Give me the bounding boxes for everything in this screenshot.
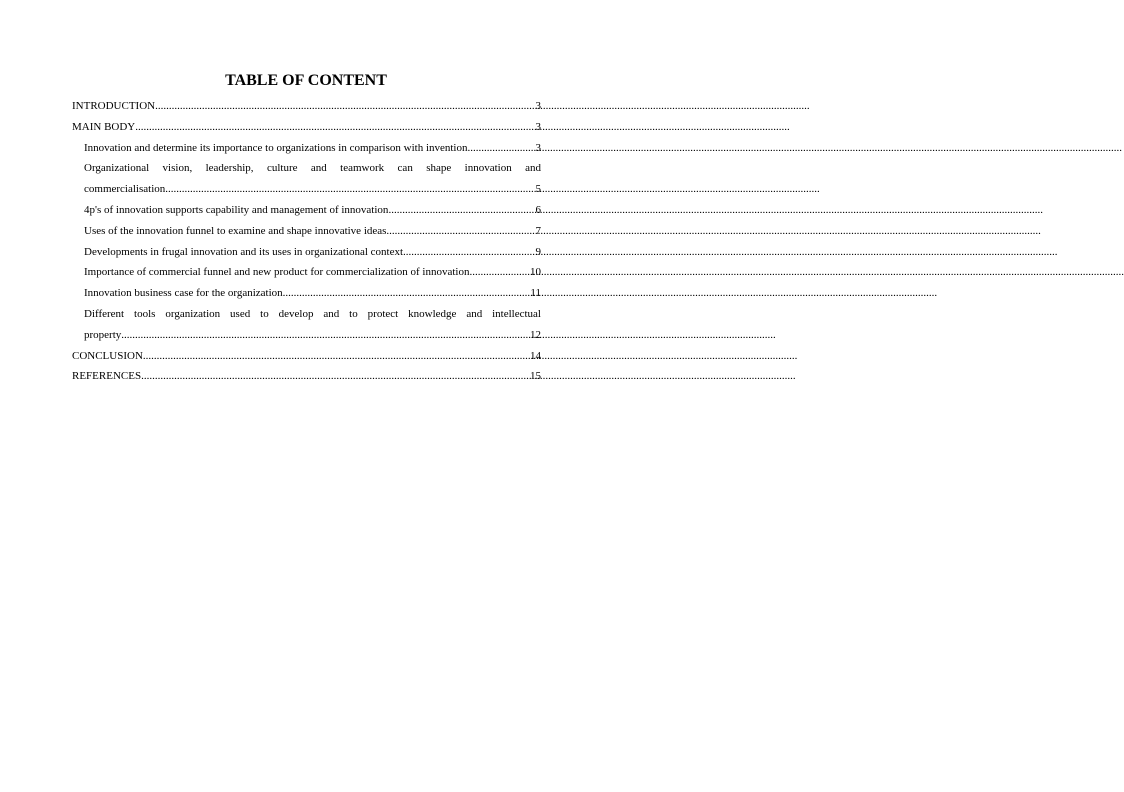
toc-page-number: 7 [535, 224, 541, 237]
toc-leader-dots [165, 179, 535, 200]
toc-leader-dots [283, 283, 531, 304]
toc-page-number: 14 [530, 349, 541, 362]
toc-entry-title: MAIN BODY [72, 120, 136, 133]
toc-entry-innovation-importance[interactable] [72, 138, 541, 159]
toc-entry-title-line2: property [84, 328, 122, 341]
toc-page-number: 6 [535, 203, 541, 216]
toc-entry-title-line1: Organizational vision, leadership, culture and teamwork can shape innovation and [84, 162, 541, 175]
toc-page-number: 3 [535, 120, 541, 133]
toc-page-number: 15 [530, 370, 541, 383]
toc-entry-4ps-innovation[interactable] [72, 200, 541, 221]
toc-entry-business-case[interactable] [72, 283, 541, 304]
toc-entry-title: Uses of the innovation funnel to examine and shape innovative ideas [84, 224, 387, 237]
toc-entry-title-line2: commercialisation [84, 183, 166, 196]
toc-entry-title: REFERENCES [72, 370, 142, 383]
toc-leader-dots [135, 117, 535, 138]
toc-entry-frugal-innovation[interactable] [72, 242, 541, 263]
toc-leader-dots [468, 138, 536, 159]
toc-entry-conclusion[interactable] [72, 346, 541, 367]
toc-entry-organizational-vision[interactable] [72, 158, 541, 200]
toc-leader-dots [121, 325, 530, 346]
toc-entry-title-line2-row [84, 325, 541, 346]
toc-entry-introduction[interactable] [72, 96, 541, 117]
toc-leader-dots [143, 346, 530, 367]
toc-page-number: 5 [535, 183, 541, 196]
toc-entry-references[interactable] [72, 366, 541, 387]
toc-leader-dots [141, 366, 530, 387]
table-of-contents [72, 96, 541, 387]
toc-leader-dots [155, 96, 535, 117]
toc-page-number: 12 [530, 328, 541, 341]
toc-page-number: 3 [535, 141, 541, 154]
toc-entry-main-body[interactable] [72, 117, 541, 138]
toc-entry-commercial-funnel[interactable] [72, 262, 541, 283]
toc-leader-dots [388, 200, 535, 221]
toc-entry-title: CONCLUSION [72, 349, 143, 362]
toc-entry-knowledge-tools[interactable] [72, 304, 541, 346]
toc-page-number: 9 [535, 245, 541, 258]
toc-page-number: 11 [530, 287, 541, 300]
toc-page-number: 10 [530, 266, 541, 279]
toc-title: TABLE OF CONTENT [225, 72, 387, 89]
toc-entry-title: Developments in frugal innovation and its uses in organizational context [84, 245, 404, 258]
toc-entry-title-line1: Different tools organization used to develop and to protect knowledge and intellectual [84, 307, 541, 320]
toc-leader-dots [386, 221, 535, 242]
toc-entry-title: 4p's of innovation supports capability and management of innovation [84, 203, 389, 216]
toc-entry-title: INTRODUCTION [72, 100, 156, 112]
toc-leader-dots [403, 242, 535, 263]
toc-entry-title: Innovation and determine its importance to organizations in comparison with invention [84, 141, 468, 154]
toc-entry-innovation-funnel[interactable] [72, 221, 541, 242]
toc-page-number: 3 [535, 100, 541, 112]
toc-leader-dots [469, 262, 530, 283]
toc-entry-title: Innovation business case for the organization [84, 287, 283, 300]
toc-entry-title-line2-row [84, 179, 541, 200]
toc-entry-title: Importance of commercial funnel and new product for commercialization of innovation [84, 266, 470, 279]
